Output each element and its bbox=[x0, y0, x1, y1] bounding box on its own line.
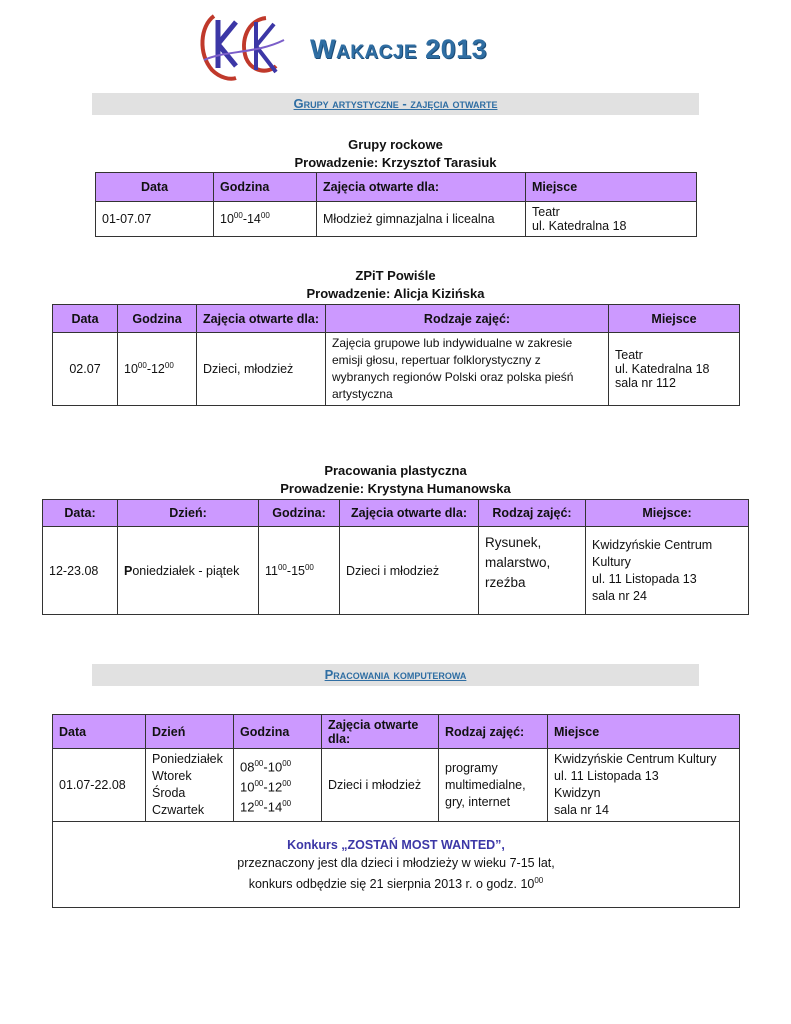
place-cell: Kwidzyńskie Centrum Kultury ul. 11 Listopada 13 sala nr 24 bbox=[586, 527, 749, 615]
kck-logo bbox=[196, 10, 288, 82]
col-header: Miejsce: bbox=[586, 500, 749, 527]
date-cell: 02.07 bbox=[53, 333, 118, 406]
contest-line: przeznaczony jest dla dzieci i młodzieży w wieku 7-15 lat, bbox=[237, 855, 555, 870]
col-header: Rodzaj zajęć: bbox=[479, 500, 586, 527]
activity-cell: Zajęcia grupowe lub indywidualne w zakresie emisji głosu, repertuar folklorystyczny z wybranych regionów Polski oraz polska pieśń artystyczna bbox=[326, 333, 609, 406]
place-cell: Teatr ul. Katedralna 18 bbox=[526, 202, 697, 237]
col-header: Data bbox=[53, 305, 118, 333]
col-header: Dzień: bbox=[118, 500, 259, 527]
section-bar-artistic bbox=[92, 93, 699, 115]
col-header: Rodzaje zajęć: bbox=[326, 305, 609, 333]
date-cell: 01.07-22.08 bbox=[53, 749, 146, 822]
day-cell: Poniedziałek - piątek bbox=[118, 527, 259, 615]
page-title: Wakacje 2013 bbox=[310, 34, 488, 64]
section-title-computer: Pracowania komputerowa bbox=[324, 667, 467, 682]
col-header: Dzień bbox=[146, 715, 234, 749]
section-bar-computer bbox=[92, 664, 699, 686]
time-cell: $11^{00}-15^{00}$ bbox=[259, 527, 340, 615]
rock-table bbox=[95, 172, 697, 237]
time-cell: $10^{00}-14^{00}$ bbox=[214, 202, 317, 237]
contest-line: konkurs odbędzie się 21 sierpnia 2013 r. o godz. $10^{00}$ bbox=[248, 875, 544, 892]
rock-title: Grupy rockowe bbox=[348, 137, 443, 152]
table-header-row bbox=[53, 715, 740, 749]
table-row bbox=[53, 749, 740, 822]
art-table bbox=[42, 499, 749, 615]
art-lead: Prowadzenie: Krystyna Humanowska bbox=[280, 481, 511, 496]
col-header: Miejsce bbox=[526, 173, 697, 202]
contest-cell bbox=[53, 822, 740, 908]
computer-table bbox=[52, 714, 740, 908]
audience-cell: Dzieci i młodzież bbox=[340, 527, 479, 615]
col-header: Miejsce bbox=[609, 305, 740, 333]
audience-cell: Dzieci i młodzież bbox=[322, 749, 439, 822]
zpit-table bbox=[52, 304, 740, 406]
col-header: Godzina: bbox=[259, 500, 340, 527]
time-cell: $10^{00}-12^{00}$ bbox=[118, 333, 197, 406]
col-header: Zajęcia otwarte dla: bbox=[317, 173, 526, 202]
table-header-row bbox=[53, 305, 740, 333]
place-cell: Kwidzyńskie Centrum Kultury ul. 11 Listopada 13 Kwidzyn sala nr 14 bbox=[548, 749, 740, 822]
col-header: Rodzaj zajęć: bbox=[439, 715, 548, 749]
contest-title: Konkurs „ZOSTAŃ MOST WANTED”, bbox=[287, 837, 505, 852]
section-title-artistic: Grupy artystyczne - zajęcia otwarte bbox=[293, 96, 498, 111]
day-cell: Poniedziałek Wtorek Środa Czwartek bbox=[146, 749, 234, 822]
col-header: Data: bbox=[43, 500, 118, 527]
table-row bbox=[96, 202, 697, 237]
col-header: Godzina bbox=[214, 173, 317, 202]
col-header: Miejsce bbox=[548, 715, 740, 749]
table-row bbox=[53, 333, 740, 406]
date-cell: 12-23.08 bbox=[43, 527, 118, 615]
rock-lead: Prowadzenie: Krzysztof Tarasiuk bbox=[294, 155, 497, 170]
table-row bbox=[43, 527, 749, 615]
col-header: Data bbox=[53, 715, 146, 749]
type-cell: Rysunek, malarstwo, rzeźba bbox=[479, 527, 586, 615]
table-header-row bbox=[43, 500, 749, 527]
col-header: Data bbox=[96, 173, 214, 202]
type-cell: programy multimedialne, gry, internet bbox=[439, 749, 548, 822]
contest-row bbox=[53, 822, 740, 908]
col-header: Godzina bbox=[234, 715, 322, 749]
zpit-title: ZPiT Powiśle bbox=[355, 268, 436, 283]
col-header: Zajęcia otwarte dla: bbox=[322, 715, 439, 749]
zpit-lead: Prowadzenie: Alicja Kizińska bbox=[306, 286, 485, 301]
col-header: Godzina bbox=[118, 305, 197, 333]
audience-cell: Dzieci, młodzież bbox=[197, 333, 326, 406]
art-title: Pracowania plastyczna bbox=[324, 463, 467, 478]
col-header: Zajęcia otwarte dla: bbox=[340, 500, 479, 527]
time-cell: $08^{00}-10^{00}$ $10^{00}-12^{00}$ $12^{00}-14^{00}$ bbox=[234, 749, 322, 822]
place-cell: Teatr ul. Katedralna 18 sala nr 112 bbox=[609, 333, 740, 406]
table-header-row bbox=[96, 173, 697, 202]
audience-cell: Młodzież gimnazjalna i licealna bbox=[317, 202, 526, 237]
date-cell: 01-07.07 bbox=[96, 202, 214, 237]
col-header: Zajęcia otwarte dla: bbox=[197, 305, 326, 333]
